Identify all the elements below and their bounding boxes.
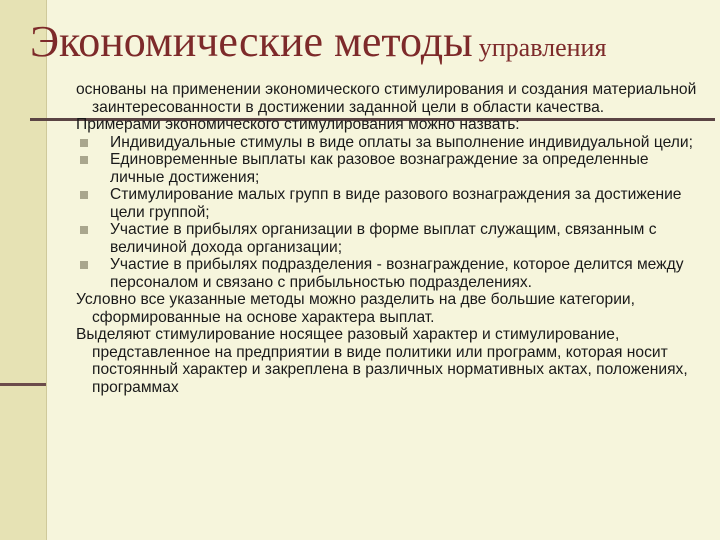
slide-title	[30, 17, 710, 66]
square-bullet-icon	[80, 226, 88, 234]
square-bullet-icon	[80, 139, 88, 147]
sidebar-band	[0, 0, 46, 540]
conclusion-paragraph: Выделяют стимулирование носящее разовый характер и стимулирование, представленное на предприятии в виде политики или программ, которая носит постоянный характер и закреплена в различных нормативных актах, положениях, программах	[76, 326, 688, 396]
square-bullet-icon	[80, 191, 88, 199]
sidebar-accent-rule	[0, 383, 46, 386]
bullet-item	[76, 256, 706, 291]
square-bullet-icon	[80, 156, 88, 164]
bullet-text: Участие в прибылях организации в форме выплат служащим, связанным с величиной дохода организации;	[110, 221, 657, 256]
bullet-item	[76, 134, 706, 152]
sidebar-edge-line	[46, 0, 47, 540]
slide-body	[76, 81, 706, 396]
bullet-item	[76, 186, 706, 221]
bullet-text: Индивидуальные стимулы в виде оплаты за выполнение индивидуальной цели;	[110, 133, 693, 151]
slide-title-sub: управления	[478, 33, 607, 62]
intro-paragraph: основаны на применении экономического стимулирования и создания материальной заинтересованности в достижении заданной цели в области качества.	[76, 81, 697, 116]
slide-title-main: Экономические методы	[30, 17, 473, 66]
categories-paragraph: Условно все указанные методы можно разделить на две большие категории, сформированные на основе характера выплат.	[76, 291, 635, 326]
bullet-text: Стимулирование малых групп в виде разового вознаграждения за достижение цели группой;	[110, 186, 682, 221]
bullet-item	[76, 221, 706, 256]
examples-lead-paragraph: Примерами экономического стимулирования можно назвать:	[76, 116, 520, 133]
bullet-text: Участие в прибылях подразделения - вознаграждение, которое делится между персоналом и связано с прибыльностью подразделениях.	[110, 256, 684, 291]
bullet-text: Единовременные выплаты как разовое вознаграждение за определенные личные достижения;	[110, 151, 649, 186]
square-bullet-icon	[80, 261, 88, 269]
bullet-item	[76, 151, 706, 186]
